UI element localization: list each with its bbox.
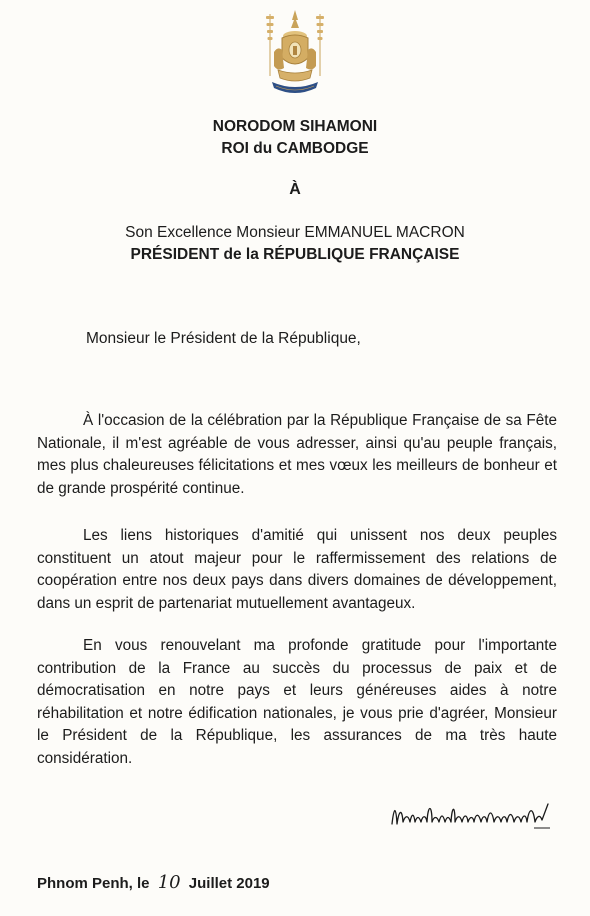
closing-date-line	[37, 872, 270, 893]
salutation: Monsieur le Président de la République,	[86, 330, 361, 347]
closing-day: 10	[157, 872, 181, 893]
royal-crest-icon	[262, 6, 328, 100]
closing-place: Phnom Penh, le	[37, 875, 150, 892]
closing-month-year: Juillet 2019	[188, 875, 270, 892]
paragraph-3: En vous renouvelant ma profonde gratitude pour l'importante contribution de la France au succès du processus de paix et de démocratisation en notre pays et leurs généreuses aides à notre réhabilitation et notre édification nationales, je vous prie d'agréer, Monsieur le Président de la République, les assurances de ma très haute considération.	[37, 637, 557, 767]
paragraph-2: Les liens historiques d'amitié qui unissent nos deux peuples constituent un atout majeur pour le raffermissement des relations de coopération entre nos deux pays dans divers domaines de développement, dans un esprit de partenariat mutuellement avantageux.	[37, 527, 557, 612]
sender-name: NORODOM SIHAMONI	[212, 118, 378, 135]
recipient-line-2: PRÉSIDENT de la RÉPUBLIQUE FRANÇAISE	[130, 246, 460, 263]
paragraph-1: À l'occasion de la célébration par la République Française de sa Fête Nationale, il m'est agréable de vous adresser, ainsi qu'au peuple français, mes plus chaleureuses félicitations et mes vœux les meilleurs de bonheur et de grande prospérité continue.	[37, 412, 557, 497]
a-word: À	[289, 181, 301, 198]
recipient-line-1: Son Excellence Monsieur EMMANUEL MACRON	[125, 224, 465, 241]
signature	[388, 798, 554, 834]
sender-title: ROI du CAMBODGE	[221, 140, 369, 157]
